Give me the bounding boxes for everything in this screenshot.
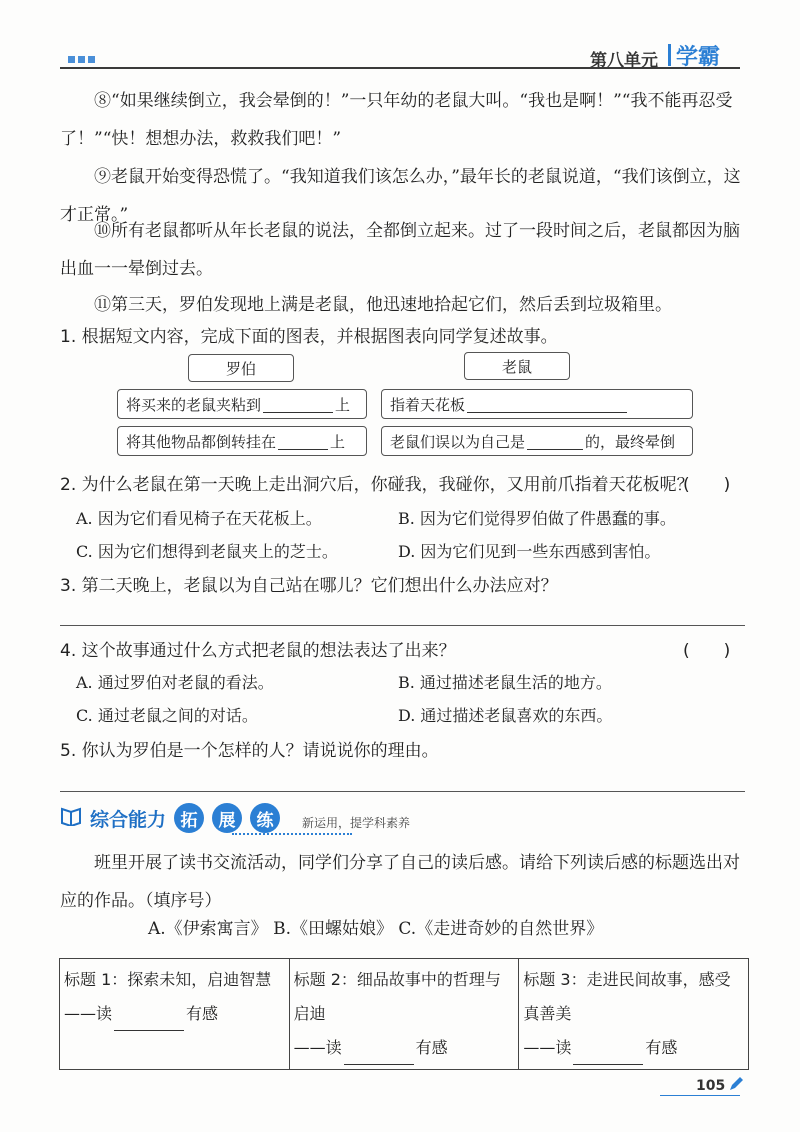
diagram-head-mice: 老鼠 (464, 352, 570, 380)
blank-input[interactable] (114, 1014, 184, 1031)
story-paragraph-10: ⑩所有老鼠都听从年长老鼠的说法，全都倒立起来。过了一段时间之后，老鼠都因为脑出血一一晕倒过去。 (60, 221, 740, 279)
badge-char: 拓 (174, 803, 204, 833)
blank-input[interactable] (263, 396, 333, 413)
work-choices: A.《伊索寓言》 B.《田螺姑娘》 C.《走进奇妙的自然世界》 (148, 919, 604, 939)
task-intro: 班里开展了读书交流活动，同学们分享了自己的读后感。请给下列读后感的标题选出对应的作品。（填序号） (60, 853, 740, 911)
title-table (59, 958, 749, 1070)
option-d: D. 通过描述老鼠喜欢的东西。 (398, 706, 613, 725)
badge-char: 练 (250, 803, 280, 833)
blank-input[interactable] (344, 1048, 414, 1065)
pencil-icon (728, 1076, 744, 1096)
story-paragraph-11: ⑪第三天，罗伯发现地上满是老鼠，他迅速地拾起它们，然后丢到垃圾箱里。 (94, 295, 672, 315)
book-icon (60, 806, 82, 830)
robert-action-1: 将买来的老鼠夹粘到 上 (117, 389, 367, 419)
title-cell-2: 标题 2：细品故事中的哲理与启迪 ——读 有感 (289, 959, 519, 1070)
section-underline (232, 833, 352, 837)
blank-input[interactable] (278, 433, 328, 450)
option-a: A. 因为它们看见椅子在天花板上。 (76, 509, 322, 528)
mice-reaction-1: 指着天花板 (381, 389, 693, 419)
option-b: B. 因为它们觉得罗伯做了件愚蠢的事。 (398, 509, 676, 528)
badge-char: 展 (212, 803, 242, 833)
question-4: 4. 这个故事通过什么方式把老鼠的想法表达了出来？ (60, 641, 456, 661)
option-c: C. 通过老鼠之间的对话。 (76, 706, 258, 725)
question-2: 2. 为什么老鼠在第一天晚上走出洞穴后，你碰我，我碰你，又用前爪指着天花板呢？ (60, 475, 694, 495)
brand-bar (668, 44, 671, 66)
option-a: A. 通过罗伯对老鼠的看法。 (76, 673, 274, 692)
page-number: 105 (696, 1078, 726, 1094)
footer-rule (660, 1095, 740, 1096)
mice-reaction-2: 老鼠们误以为自己是 的，最终晕倒 (381, 426, 693, 456)
question-5: 5. 你认为罗伯是一个怎样的人？请说说你的理由。 (60, 741, 439, 761)
robert-action-2: 将其他物品都倒转挂在 上 (117, 426, 367, 456)
answer-line[interactable] (60, 625, 745, 626)
blank-input[interactable] (573, 1048, 643, 1065)
title-cell-1: 标题 1：探索未知，启迪智慧 ——读 有感 (60, 959, 290, 1070)
option-b: B. 通过描述老鼠生活的地方。 (398, 673, 612, 692)
header-decoration (68, 56, 95, 63)
blank-input[interactable] (527, 433, 583, 450)
question-1: 1. 根据短文内容，完成下面的图表，并根据图表向同学复述故事。 (60, 327, 558, 347)
brand-logo: 学霸 (676, 45, 721, 70)
section-title: 综合能力 (90, 808, 167, 831)
option-c: C. 因为它们想得到老鼠夹上的芝士。 (76, 542, 338, 561)
diagram-head-robert: 罗伯 (188, 354, 294, 382)
answer-bracket[interactable]: ( ) (683, 475, 731, 495)
unit-label: 第八单元 (590, 51, 658, 71)
section-subtitle: 新运用，提学科素养 (302, 815, 411, 830)
blank-input[interactable] (467, 396, 627, 413)
title-cell-3: 标题 3：走进民间故事，感受真善美 ——读 有感 (519, 959, 749, 1070)
answer-line[interactable] (60, 791, 745, 792)
option-d: D. 因为它们见到一些东西感到害怕。 (398, 542, 661, 561)
story-paragraph-9: ⑨老鼠开始变得恐慌了。“我知道我们该怎么办，”最年长的老鼠说道，“我们该倒立，这才正常。” (60, 167, 741, 225)
answer-bracket[interactable]: ( ) (683, 641, 731, 661)
question-3: 3. 第二天晚上，老鼠以为自己站在哪儿？它们想出什么办法应对？ (60, 576, 558, 596)
section-header (60, 803, 410, 833)
story-paragraph-8: ⑧“如果继续倒立，我会晕倒的！”一只年幼的老鼠大叫。“我也是啊！”“我不能再忍受了！”“快！想想办法，救救我们吧！” (60, 91, 733, 149)
